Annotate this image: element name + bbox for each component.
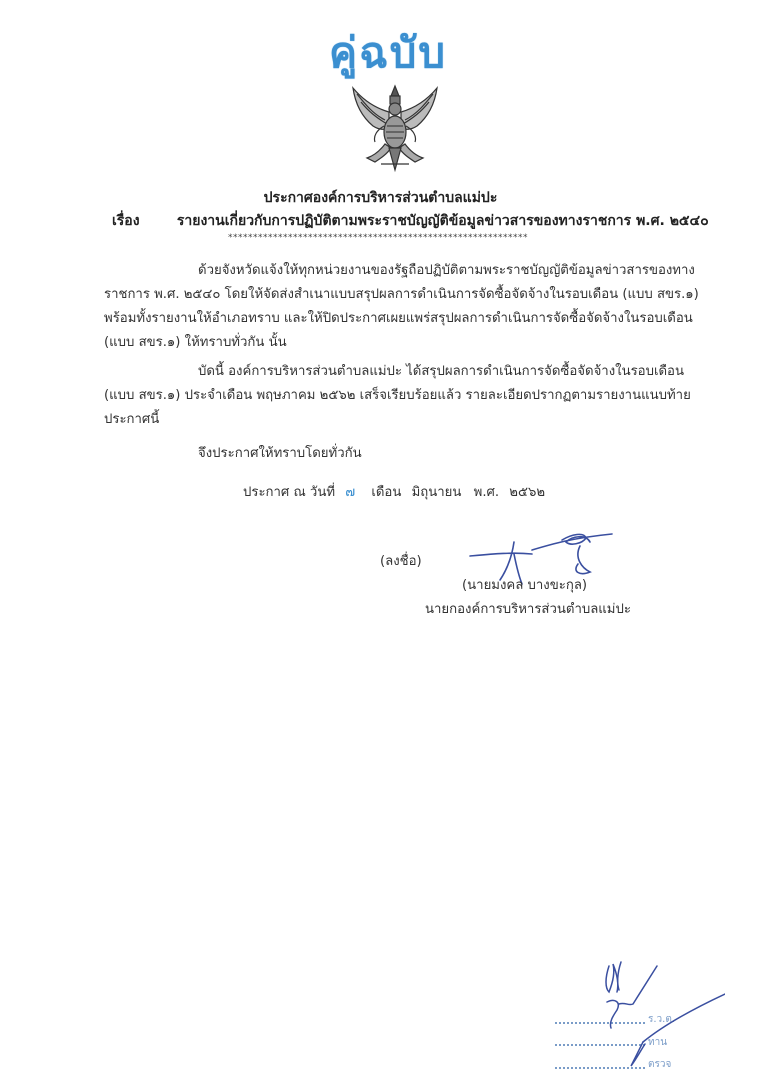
- subject-label: เรื่อง: [112, 213, 140, 229]
- paragraph1-line1: ด้วยจังหวัดแจ้งให้ทุกหน่วยงานของรัฐถือปฏิบัติตามพระราชบัญญัติข้อมูลข่าวสารของทาง: [198, 263, 695, 278]
- paragraph2-line3: ประกาศนี้: [104, 412, 160, 427]
- initials-label-2: ทาน: [648, 1037, 668, 1048]
- closing-line: จึงประกาศให้ทราบโดยทั่วกัน: [198, 446, 362, 461]
- announcement-title: ประกาศองค์การบริหารส่วนตำบลแม่ปะ: [263, 190, 498, 206]
- paragraph1-line3: พร้อมทั้งรายงานให้อำเภอทราบ และให้ปิดประกาศเผยแพร่สรุปผลการดำเนินการจัดซื้อจัดจ้างในรอบเดือน: [104, 311, 693, 326]
- date-line: [243, 481, 545, 502]
- initials-label-3: ตรวจ: [648, 1059, 672, 1070]
- date-month-label: เดือน: [371, 485, 402, 500]
- garuda-emblem-icon: [345, 82, 445, 174]
- paragraph1-line2: ราชการ พ.ศ. ๒๕๔๐ โดยให้จัดส่งสำเนาแบบสรุปผลการดำเนินการจัดซื้อจัดจ้างในรอบเดือน (แบบ สขร.๑): [104, 287, 699, 302]
- signatory-position: นายกองค์การบริหารส่วนตำบลแม่ปะ: [425, 602, 631, 617]
- paragraph2-line1: บัดนี้ องค์การบริหารส่วนตำบลแม่ปะ ได้สรุปผลการดำเนินการจัดซื้อจัดจ้างในรอบเดือน: [198, 364, 684, 379]
- signatory-name: (นายมงคล บางขะกุล): [462, 578, 588, 593]
- date-day: ๗: [345, 485, 356, 500]
- date-month: มิถุนายน: [411, 485, 462, 500]
- initials-label-1: ร.ว.ต.: [648, 1014, 676, 1025]
- date-year-label: พ.ศ.: [473, 485, 500, 500]
- paragraph1-line4: (แบบ สขร.๑) ให้ทราบทั่วกัน นั้น: [104, 335, 287, 350]
- initials-scribble-icon: [595, 958, 725, 1070]
- copy-stamp: คู่ฉบับ: [328, 28, 448, 77]
- separator-stars: ************************************************************: [228, 233, 528, 243]
- date-year: ๒๕๖๒: [509, 485, 546, 500]
- subject-text: รายงานเกี่ยวกับการปฏิบัติตามพระราชบัญญัติข้อมูลข่าวสารของทางราชการ พ.ศ. ๒๕๔๐: [176, 213, 709, 229]
- signed-label: (ลงชื่อ): [380, 554, 422, 569]
- paragraph2-line2: (แบบ สขร.๑) ประจำเดือน พฤษภาคม ๒๕๖๒ เสร็จเรียบร้อยแล้ว รายละเอียดปรากฏตามรายงานแนบท้าย: [104, 388, 691, 403]
- subject-row: [112, 210, 709, 232]
- date-prefix: ประกาศ ณ วันที่: [243, 485, 336, 500]
